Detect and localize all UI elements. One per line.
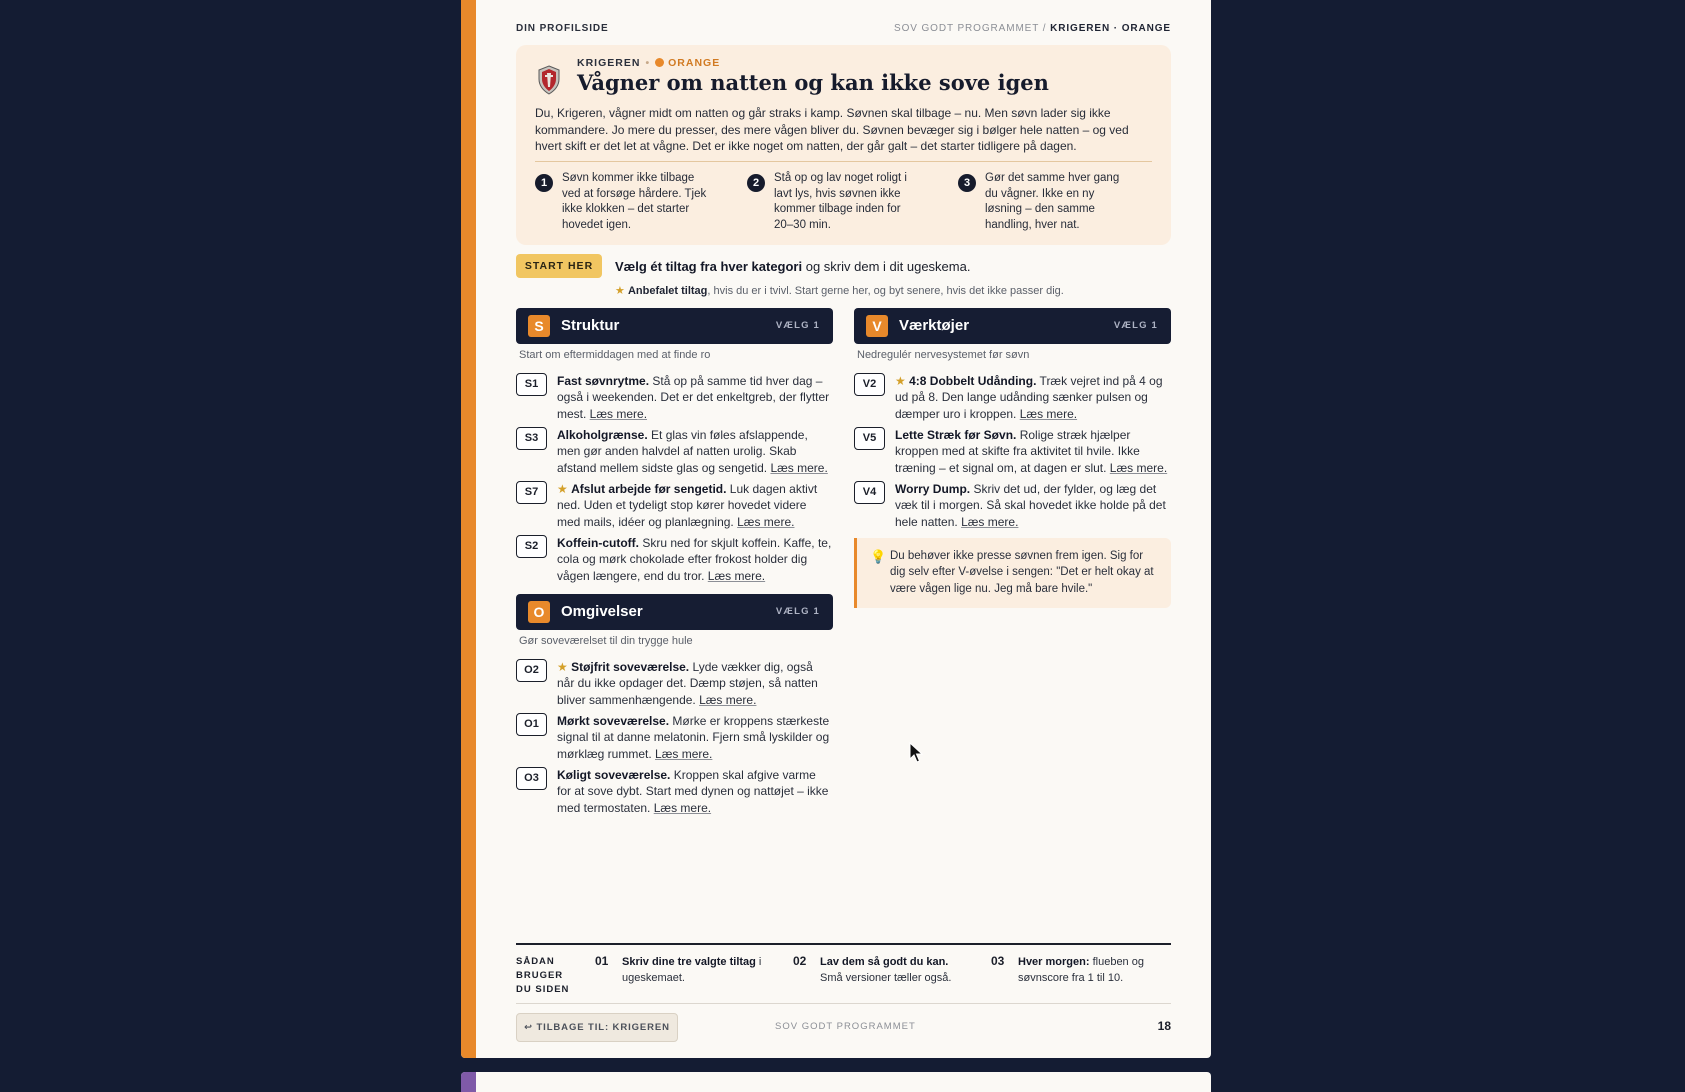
category-letter: V — [866, 315, 888, 337]
next-page-color-strip — [461, 1072, 476, 1092]
tiltag-text: Rolige stræk hjælper kroppen med at skifte fra aktivitet til hvile. Ikke træning – et signal om, at dagen er slut. — [895, 428, 1140, 475]
start-instruction-strong: Vælg ét tiltag fra hver kategori — [615, 259, 803, 274]
tiltag-code: S3 — [516, 427, 547, 450]
profile-hero-card — [516, 45, 1171, 245]
profile-page — [461, 0, 1211, 1058]
tip-callout — [854, 538, 1171, 608]
tiltag-body — [895, 373, 1171, 422]
kicker-separator: • — [645, 57, 651, 69]
howto-step-number: 02 — [793, 954, 807, 968]
recommended-rest: , hvis du er i tvivl. Start gerne her, og byt senere, hvis det ikke passer dig. — [707, 285, 1064, 297]
step-text: Gør det samme hver gang du vågner. Ikke en ny løsning – den samme handling, hver nat. — [985, 172, 1120, 231]
read-more-link[interactable]: Læs mere. — [1019, 406, 1078, 421]
howto-step-strong: Hver morgen: — [1018, 956, 1090, 968]
tiltag-title: Afslut arbejde før sengetid. — [571, 482, 727, 496]
tiltag-title: Køligt soveværelse. — [557, 768, 671, 782]
tiltag-code: V2 — [854, 373, 885, 396]
footer-divider — [516, 1003, 1171, 1004]
howto-step-number: 01 — [595, 954, 609, 968]
footer-program-name: SOV GODT PROGRAMMET — [775, 1021, 916, 1032]
tiltag-code: V4 — [854, 481, 885, 504]
tiltag-title: Støjfrit soveværelse. — [571, 660, 690, 674]
tiltag-body — [557, 481, 833, 530]
tiltag-body — [557, 659, 833, 708]
category-pick-count: VÆLG 1 — [775, 606, 820, 617]
tiltag-text: Træk vejret ind på 4 og ud på 8. Den lange udånding sænker pulsen og dæmper uro i kroppen. — [895, 374, 1163, 421]
step-text: Søvn kommer ikke tilbage ved at forsøge hårdere. Tjek ikke klokken – det starter hovedet igen. — [562, 172, 707, 231]
profile-color-label: ORANGE — [668, 57, 721, 69]
tiltag-title: 4:8 Dobbelt Udånding. — [909, 374, 1037, 388]
tiltag-body — [557, 427, 833, 476]
page-topbar — [516, 23, 1171, 37]
tiltag-text: Et glas vin føles afslappende, men gør anden halvdel af natten urolig. Skab afstand mellem sidste glas og sengetid. — [557, 428, 808, 475]
tiltag-text: Luk dagen aktivt ned. Uden et tydeligt stop kører hovedet videre med mails, idéer og planlægning. — [557, 482, 818, 529]
tiltag-title: Lette Stræk før Søvn. — [895, 428, 1017, 442]
tiltag-code: O2 — [516, 659, 547, 682]
recommended-note — [615, 284, 1064, 297]
tiltag-body — [895, 427, 1171, 476]
category-subtitle: Start om eftermiddagen med at finde ro — [519, 349, 711, 361]
tiltag-text: Mørke er kroppens stærkeste signal til at danne melatonin. Fjern små lyskilder og mørklæg rummet. — [557, 714, 830, 761]
tip-text: Du behøver ikke presse søvnen frem igen. Sig for dig selv efter V-øvelse i sengen: "Det er helt okay at være vågen lige nu. Jeg må bare hvile." — [890, 550, 1154, 595]
profile-kicker — [577, 57, 720, 69]
profile-type-label: KRIGEREN — [577, 57, 641, 69]
tiltag-code: S7 — [516, 481, 547, 504]
category-letter: O — [528, 601, 550, 623]
read-more-link[interactable]: Læs mere. — [1109, 460, 1168, 475]
page-content — [516, 0, 1171, 1058]
tiltag-title: Koffein-cutoff. — [557, 536, 639, 550]
category-title: Omgivelser — [561, 603, 643, 620]
tiltag-code: S2 — [516, 535, 547, 558]
howto-step-strong: Lav dem så godt du kan. — [820, 956, 949, 968]
step-number: 3 — [958, 174, 976, 192]
read-more-link[interactable]: Læs mere. — [589, 406, 648, 421]
lightbulb-icon: 💡 — [870, 549, 887, 564]
tiltag-text: Lyde vækker dig, også når du ikke opdager det. Dæmp støjen, så natten bliver sammenhængende. — [557, 660, 818, 707]
tiltag-text: Skru ned for skjult koffein. Kaffe, te, cola og mørk chokolade efter frokost holder dig vågen længere, end du tror. — [557, 536, 832, 583]
category-title: Værktøjer — [899, 317, 970, 334]
category-title: Struktur — [561, 317, 620, 334]
step-number: 1 — [535, 174, 553, 192]
star-icon: ★ — [557, 482, 572, 496]
page-number: 18 — [1157, 1019, 1171, 1033]
tiltag-body — [557, 535, 833, 584]
tiltag-code: O1 — [516, 713, 547, 736]
category-letter: S — [528, 315, 550, 337]
tiltag-body — [557, 373, 833, 422]
howto-step-text — [820, 954, 970, 986]
recommended-label: Anbefalet tiltag — [627, 285, 708, 297]
read-more-link[interactable]: Læs mere. — [653, 800, 712, 815]
category-subtitle: Nedregulér nervesystemet før søvn — [857, 349, 1030, 361]
category-subtitle: Gør soveværelset til din trygge hule — [519, 635, 693, 647]
read-more-link[interactable]: Læs mere. — [707, 568, 766, 583]
read-more-link[interactable]: Læs mere. — [737, 514, 795, 529]
tiltag-title: Fast søvnrytme. — [557, 374, 650, 388]
howto-step-text — [622, 954, 772, 986]
breadcrumb — [894, 23, 1171, 34]
category-header-vaerktoejer — [854, 308, 1171, 344]
howto-step-rest: i ugeskemaet. — [622, 956, 762, 984]
hero-description: Du, Krigeren, vågner midt om natten og går straks i kamp. Søvnen skal tilbage – nu. Men søvn lader sig ikke kommandere. Jo mere du presser, des mere vågen bliver du. Søvnen bevæger sig i bølger hele natten – og ved hvert skift er det let at vågne. Det er ikke noget om natten, der går galt – det starter tidligere på dagen. — [535, 106, 1129, 153]
star-icon: ★ — [615, 285, 625, 297]
next-page-edge — [461, 1072, 1211, 1092]
profile-color-strip — [461, 0, 476, 1058]
back-to-profile-button[interactable]: ↩ TILBAGE TIL: KRIGEREN — [516, 1013, 678, 1042]
tiltag-text: Skriv det ud, der fylder, og læg det væk til i morgen. Så skal hovedet ikke holde på det hele natten. — [895, 482, 1166, 529]
category-header-omgivelser — [516, 594, 833, 630]
read-more-link[interactable]: Læs mere. — [655, 746, 713, 761]
start-here-badge: START HER — [516, 254, 602, 278]
howto-step-strong: Skriv dine tre valgte tiltag — [622, 956, 756, 968]
shield-icon — [538, 65, 560, 95]
breadcrumb-current: KRIGEREN · ORANGE — [1050, 23, 1171, 34]
page-title: Vågner om natten og kan ikke sove igen — [577, 70, 1049, 95]
howto-step-rest: flueben og søvnscore fra 1 til 10. — [1018, 956, 1144, 984]
tiltag-text: Kroppen skal afgive varme for at sove dybt. Start med dynen og nattøjet – ikke med termostaten. — [557, 768, 829, 815]
tiltag-code: S1 — [516, 373, 547, 396]
orange-dot-icon — [655, 58, 664, 67]
howto-step-text — [1018, 954, 1168, 986]
step-number: 2 — [747, 174, 765, 192]
start-instruction-rest: og skriv dem i dit ugeskema. — [802, 259, 971, 274]
breadcrumb-program: SOV GODT PROGRAMMET / — [894, 23, 1051, 34]
tiltag-title: Mørkt soveværelse. — [557, 714, 670, 728]
star-icon: ★ — [557, 660, 572, 674]
category-pick-count: VÆLG 1 — [775, 320, 820, 331]
page-section-label: DIN PROFILSIDE — [516, 23, 609, 34]
howto-step-rest: Små versioner tæller også. — [820, 972, 952, 984]
category-header-struktur — [516, 308, 833, 344]
tiltag-text: Stå op på samme tid hver dag – også i weekenden. Det er det enkeltgreb, der flytter mest. — [557, 374, 830, 421]
start-instruction — [615, 259, 970, 274]
tiltag-code: O3 — [516, 767, 547, 790]
tiltag-title: Alkoholgrænse. — [557, 428, 648, 442]
tip-accent-bar — [854, 538, 857, 608]
category-pick-count: VÆLG 1 — [1113, 320, 1158, 331]
star-icon: ★ — [895, 374, 910, 388]
tiltag-body — [557, 713, 833, 762]
tiltag-body — [895, 481, 1171, 530]
howto-label: SÅDAN BRUGER DU SIDEN — [516, 956, 570, 995]
read-more-link[interactable]: Læs mere. — [961, 514, 1019, 529]
hero-divider — [535, 161, 1152, 162]
read-more-link[interactable]: Læs mere. — [770, 460, 828, 475]
tiltag-title: Worry Dump. — [895, 482, 971, 496]
step-text: Stå op og lav noget roligt i lavt lys, hvis søvnen ikke kommer tilbage inden for 20–30 min. — [774, 172, 907, 231]
tiltag-body — [557, 767, 833, 816]
howto-step-number: 03 — [991, 954, 1005, 968]
howto-divider — [516, 943, 1171, 945]
mouse-cursor-icon — [909, 742, 923, 764]
tiltag-code: V5 — [854, 427, 885, 450]
read-more-link[interactable]: Læs mere. — [699, 692, 757, 707]
